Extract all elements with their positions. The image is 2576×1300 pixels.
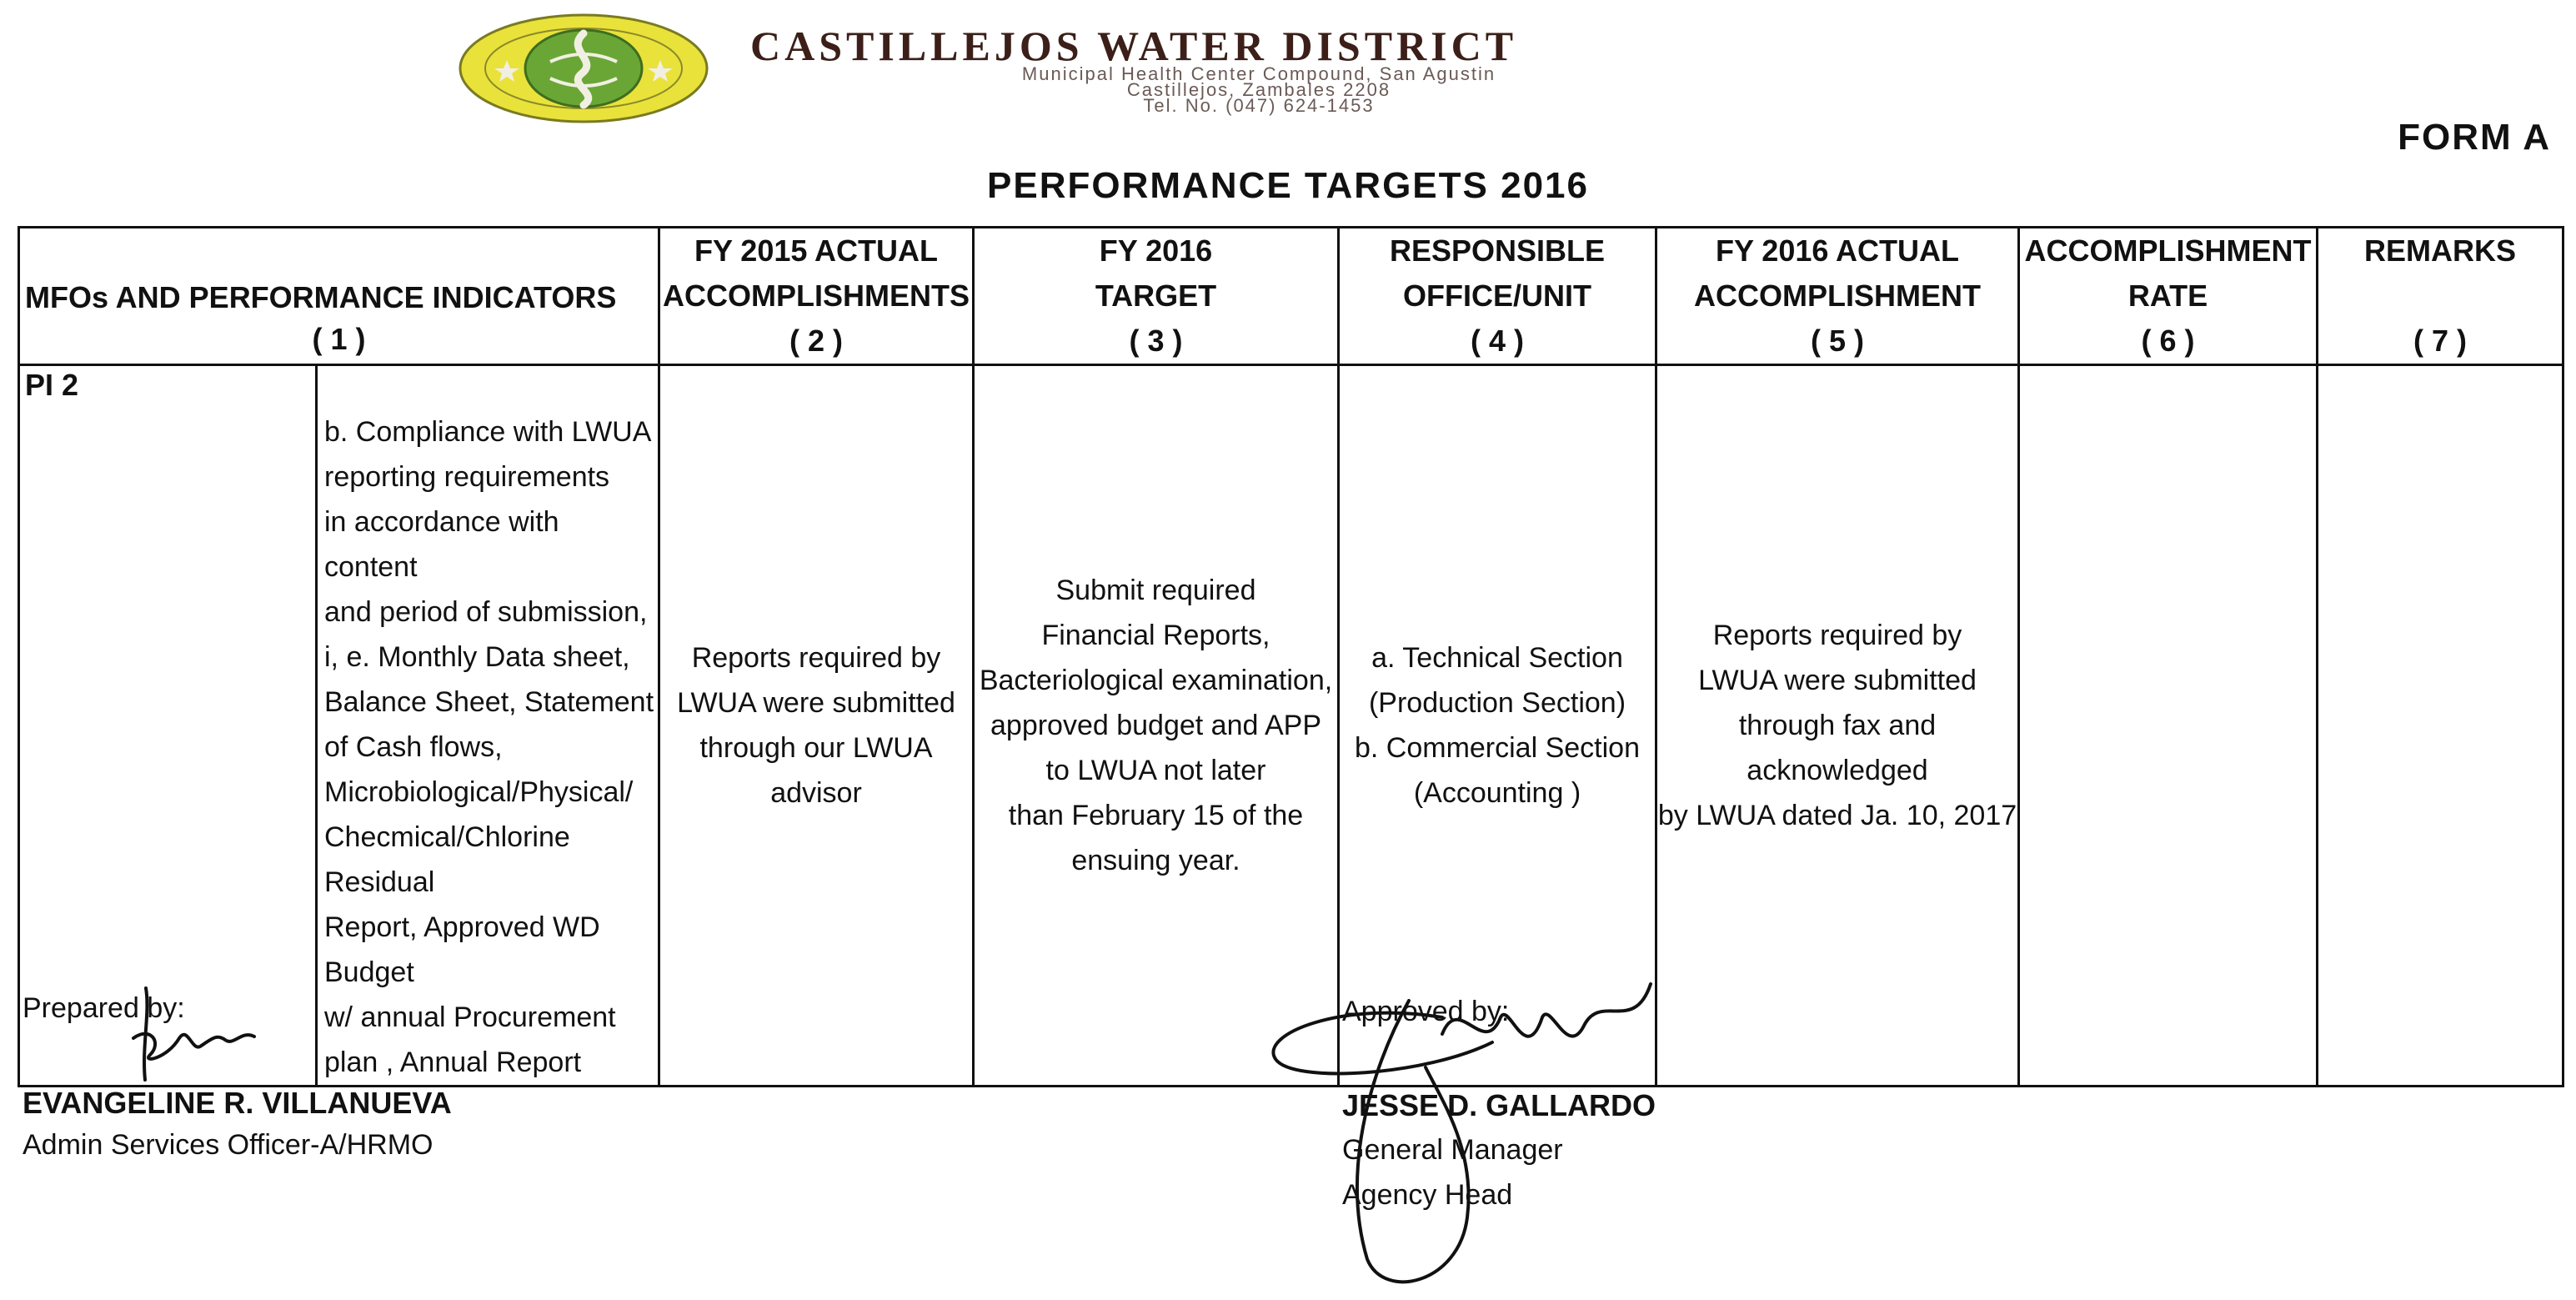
header-fy2016-actual: FY 2016 ACTUAL ACCOMPLISHMENT ( 5 ) [1656, 228, 2019, 365]
header-fy2016-target: FY 2016 TARGET ( 3 ) [974, 228, 1339, 365]
table-header-row [19, 228, 2563, 365]
pi-code-cell [19, 365, 317, 1087]
fy2016-target-cell [974, 365, 1339, 1087]
approved-by-position-line-1: General Manager [1342, 1134, 1563, 1166]
approved-by-position-line-2: Agency Head [1342, 1179, 1513, 1211]
header-responsible-office: RESPONSIBLE OFFICE/UNIT ( 4 ) [1339, 228, 1656, 365]
fy2015-actual-cell [659, 365, 974, 1087]
remarks-cell [2318, 365, 2563, 1087]
prepared-by-name: EVANGELINE R. VILLANUEVA [23, 1086, 452, 1120]
indicator-text: b. Compliance with LWUA reporting requirements in accordance with content and period of submission, i, e. Monthly Data sheet, Balance Sheet, Statement of Cash flows, Microbiological/Physical/ Checmical/Chlorine Residual Report, Approved WD Budget w/ annual Procurement plan , Annual Report [324, 416, 654, 1078]
fy2015-actual-text: Reports required by LWUA were submitted through our LWUA advisor [677, 642, 955, 809]
address-line-2: Castillejos, Zambales 2208 [1126, 79, 1391, 100]
approved-by-name: JESSE D. GALLARDO [1342, 1088, 1656, 1122]
header-fy2015-actual: FY 2015 ACTUAL ACCOMPLISHMENTS ( 2 ) [659, 228, 974, 365]
organization-name: CASTILLEJOS WATER DISTRICT [750, 23, 1518, 69]
accomplishment-rate-cell [2019, 365, 2318, 1087]
prepared-by-position: Admin Services Officer-A/HRMO [23, 1129, 434, 1161]
fy2016-actual-cell [1656, 365, 2019, 1087]
performance-targets-table [18, 226, 2564, 1087]
fy2016-target-text: Submit required Financial Reports, Bacteriological examination, approved budget and APP to LWUA not later than February 15 of the ensuing year. [979, 575, 1333, 876]
fy2016-actual-text: Reports required by LWUA were submitted through fax and acknowledged by LWUA dated Ja. 10, 2017 [1657, 620, 2017, 831]
address-line-1: Municipal Health Center Compound, San Agustin [1021, 63, 1496, 84]
document-title: PERFORMANCE TARGETS 2016 [987, 165, 1589, 206]
responsible-office-text: a. Technical Section (Production Section) b. Commercial Section (Accounting ) [1354, 642, 1640, 809]
responsible-office-cell [1339, 365, 1656, 1087]
header-remarks: REMARKS ( 7 ) [2318, 228, 2563, 365]
indicator-cell [317, 365, 659, 1087]
castillejos-water-district-logo [457, 12, 710, 125]
approved-by-label: Approved by: [1342, 996, 1510, 1027]
header-accomplishment-rate: ACCOMPLISHMENT RATE ( 6 ) [2019, 228, 2318, 365]
pi-code: PI 2 [25, 368, 79, 402]
table-row [19, 365, 2563, 1087]
header-mfos-indicators: MFOs AND PERFORMANCE INDICATORS ( 1 ) [19, 228, 659, 365]
phone-line: Tel. No. (047) 624-1453 [1143, 95, 1375, 116]
form-label: FORM A [2398, 117, 2551, 158]
prepared-by-label: Prepared by: [23, 992, 185, 1024]
